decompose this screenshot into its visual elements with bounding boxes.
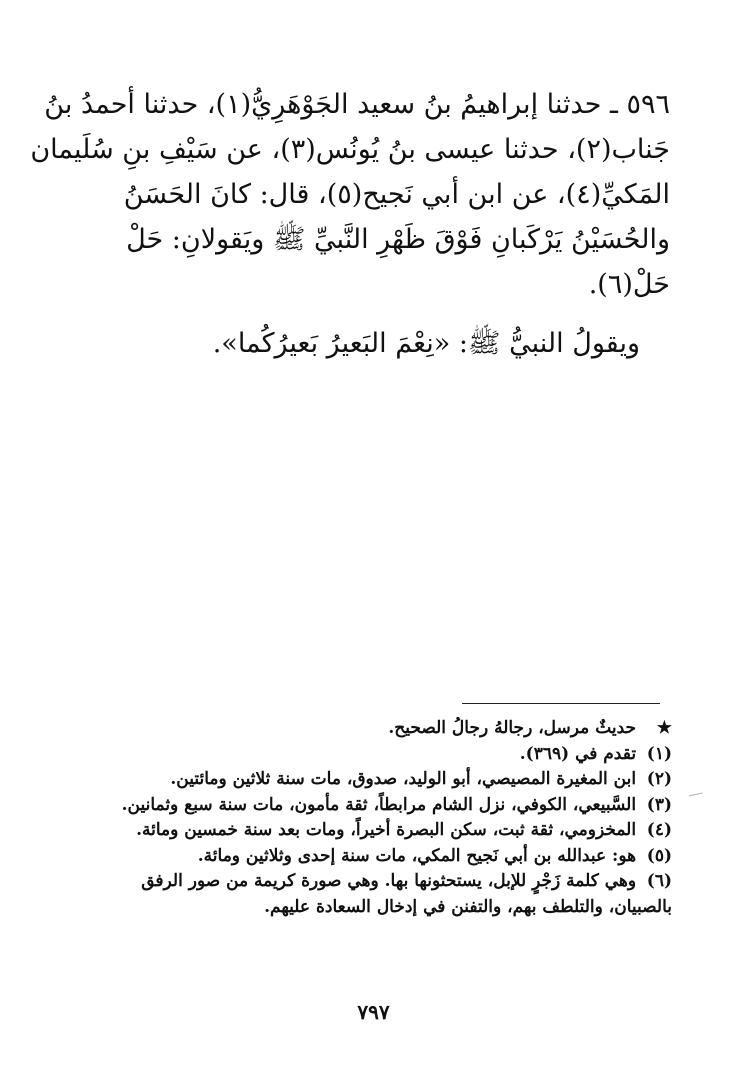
footnote-mark: (١) bbox=[646, 743, 672, 764]
footnote-mark: (٥) bbox=[646, 845, 672, 866]
hadith-line: جَناب(٢)، حدثنا عيسى بنُ يُونُس(٣)، عن سَيْفِ بنِ سُلَيمان bbox=[30, 134, 670, 165]
footnote-text: ابن المغيرة المصيصي، أبو الوليد، صدوق، مات سنة ثلاثين ومائتين. bbox=[170, 769, 637, 789]
hadith-line: والحُسَيْنُ يَرْكَبانِ فَوْقَ ظَهْرِ النَّبيِّ ﷺ ويَقولانِ: حَلْ bbox=[126, 224, 670, 255]
hadith-line: ٥٩٦ ـ حدثنا إبراهيمُ بنُ سعيد الجَوْهَرِيُّ(١)، حدثنا أحمدُ بنُ bbox=[44, 89, 670, 120]
footnotes bbox=[110, 716, 672, 920]
footnote-4 bbox=[110, 818, 672, 844]
scan-mark bbox=[687, 785, 703, 797]
footnote-mark: (٢) bbox=[646, 769, 672, 789]
footnote-text: وهي كلمة زَجْرٍ للإبل، يستحثونها بها. وهي صورة كريمة من صور الرفق bbox=[141, 871, 637, 891]
prophet-saying: ويقولُ النبيُّ ﷺ: «نِعْمَ البَعيرُ بَعيرُكُما». bbox=[212, 328, 640, 359]
footnote-text: السَّبيعي، الكوفي، نزل الشام مرابطاً، ثقة مأمون، مات سنة سبع وثمانين. bbox=[121, 794, 637, 815]
footnote-text-continued: بالصبيان، والتلطف بهم، والتفنن في إدخال السعادة عليهم. bbox=[264, 896, 672, 917]
footnote-6 bbox=[110, 869, 672, 920]
footnote-mark: (٦) bbox=[646, 871, 672, 891]
hadith-line: حَلْ(٦). bbox=[588, 269, 670, 300]
footnote-text: هو: عبدالله بن أبي نَجيح المكي، مات سنة إحدى وثلاثين ومائة. bbox=[197, 845, 637, 866]
footnote-text: المخزومي، ثقة ثبت، سكن البصرة أخيراً، ومات بعد سنة خمسين ومائة. bbox=[136, 820, 637, 840]
hadith-line: المَكيِّ(٤)، عن ابن أبي نَجيح(٥)، قال: كانَ الحَسَنُ bbox=[123, 179, 670, 210]
footnote-mark: (٤) bbox=[646, 820, 672, 840]
page-number: ٧٩٧ bbox=[357, 1000, 390, 1024]
footnote-text: حديثٌ مرسل، رجالهُ رجالُ الصحيح. bbox=[388, 718, 637, 738]
footnote-5 bbox=[110, 844, 672, 870]
footnote-mark: (٣) bbox=[646, 794, 672, 815]
hadith-text bbox=[30, 82, 670, 366]
footnote-grading bbox=[110, 716, 672, 742]
footnote-mark: ★ bbox=[656, 718, 672, 738]
footnote-3 bbox=[110, 793, 672, 819]
footnote-2 bbox=[110, 767, 672, 793]
footnote-separator bbox=[462, 703, 660, 704]
footnote-1 bbox=[110, 742, 672, 768]
footnote-text: تقدم في (٣٦٩). bbox=[519, 743, 637, 764]
